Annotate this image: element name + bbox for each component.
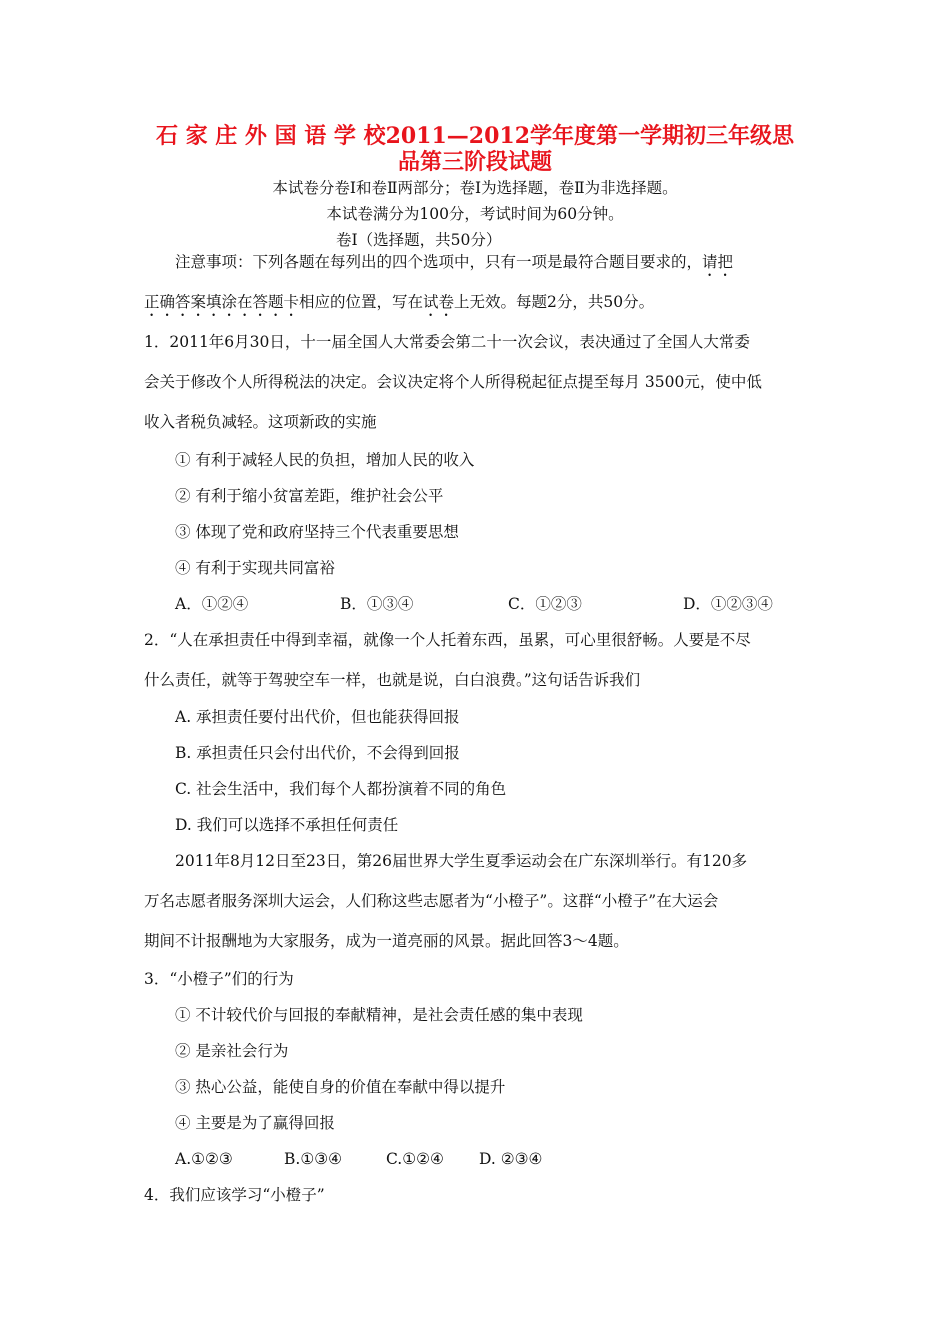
q1-option-d: D．①②③④ [683, 595, 773, 613]
q1-item: ③ 体现了党和政府坚持三个代表重要思想 [175, 523, 459, 541]
notice-line-1 [175, 252, 733, 280]
q3-option-c: C.①②④ [386, 1150, 444, 1168]
q1-item: ② 有利于缩小贫富差距，维护社会公平 [175, 487, 444, 505]
q2-option-d: D. 我们可以选择不承担任何责任 [175, 816, 399, 834]
q3-item: ② 是亲社会行为 [175, 1042, 289, 1060]
passage-line-2: 万名志愿者服务深圳大运会，人们称这些志愿者为“小橙子”。这群“小橙子”在大运会 [144, 892, 719, 910]
passage-line-3: 期间不计报酬地为大家服务，成为一道亮丽的风景。据此回答3～4题。 [144, 932, 629, 950]
section-title: 卷Ⅰ（选择题，共50分） [336, 231, 502, 249]
notice-text: 上无效。每题2分，共50分。 [454, 293, 655, 311]
q2-option-a: A. 承担责任要付出代价，但也能获得回报 [175, 708, 460, 726]
notice-text: 注意事项：下列各题在每列出的四个选项中，只有一项是最符合题目要求的， [175, 253, 703, 271]
exam-info-line-2: 本试卷满分为100分，考试时间为60分钟。 [326, 205, 624, 223]
q2-stem-line-2: 什么责任，就等于驾驶空车一样，也就是说，白白浪费。”这句话告诉我们 [144, 671, 641, 689]
q2-option-b: B. 承担责任只会付出代价，不会得到回报 [175, 744, 460, 762]
q2-option-c: C. 社会生活中，我们每个人都扮演着不同的角色 [175, 780, 507, 798]
notice-emphasis: 正确答案填涂在答题卡 [144, 293, 300, 311]
q3-item: ③ 热心公益，能使自身的价值在奉献中得以提升 [175, 1078, 506, 1096]
passage-line-1: 2011年8月12日至23日，第26届世界大学生夏季运动会在广东深圳举行。有120多 [175, 852, 748, 870]
notice-emphasis: 请把 [702, 253, 734, 271]
q1-option-a: A．①②④ [175, 595, 249, 613]
q1-option-b: B．①③④ [340, 595, 414, 613]
q4-stem: 4．我们应该学习“小橙子” [144, 1186, 325, 1204]
q1-option-c: C．①②③ [508, 595, 582, 613]
q3-option-b: B.①③④ [284, 1150, 343, 1168]
notice-line-2 [144, 292, 654, 320]
exam-title-line-1: 石 家 庄 外 国 语 学 校2011—2012学年度第一学期初三年级思 [155, 123, 795, 149]
exam-title-line-2: 品第三阶段试题 [397, 149, 552, 175]
q3-option-a: A.①②③ [175, 1150, 233, 1168]
q2-stem-line-1: 2．“人在承担责任中得到幸福，就像一个人托着东西，虽累，可心里很舒畅。人要是不尽 [144, 631, 751, 649]
q3-stem: 3．“小橙子”们的行为 [144, 970, 294, 988]
q3-item: ① 不计较代价与回报的奉献精神，是社会责任感的集中表现 [175, 1006, 583, 1024]
q1-stem-line-1: 1．2011年6月30日，十一届全国人大常委会第二十一次会议，表决通过了全国人大常委 [144, 333, 750, 351]
q3-item: ④ 主要是为了赢得回报 [175, 1114, 335, 1132]
exam-info-line-1: 本试卷分卷Ⅰ和卷Ⅱ两部分；卷Ⅰ为选择题，卷Ⅱ为非选择题。 [272, 179, 678, 197]
q1-item: ① 有利于减轻人民的负担，增加人民的收入 [175, 451, 475, 469]
q3-option-d: D. ②③④ [479, 1150, 543, 1168]
q1-item: ④ 有利于实现共同富裕 [175, 559, 335, 577]
q1-stem-line-3: 收入者税负减轻。这项新政的实施 [144, 413, 377, 431]
notice-emphasis: 试卷 [423, 293, 455, 311]
notice-text: 相应的位置，写在 [299, 293, 424, 311]
q1-stem-line-2: 会关于修改个人所得税法的决定。会议决定将个人所得税起征点提至每月 3500元，使中低 [144, 373, 762, 391]
